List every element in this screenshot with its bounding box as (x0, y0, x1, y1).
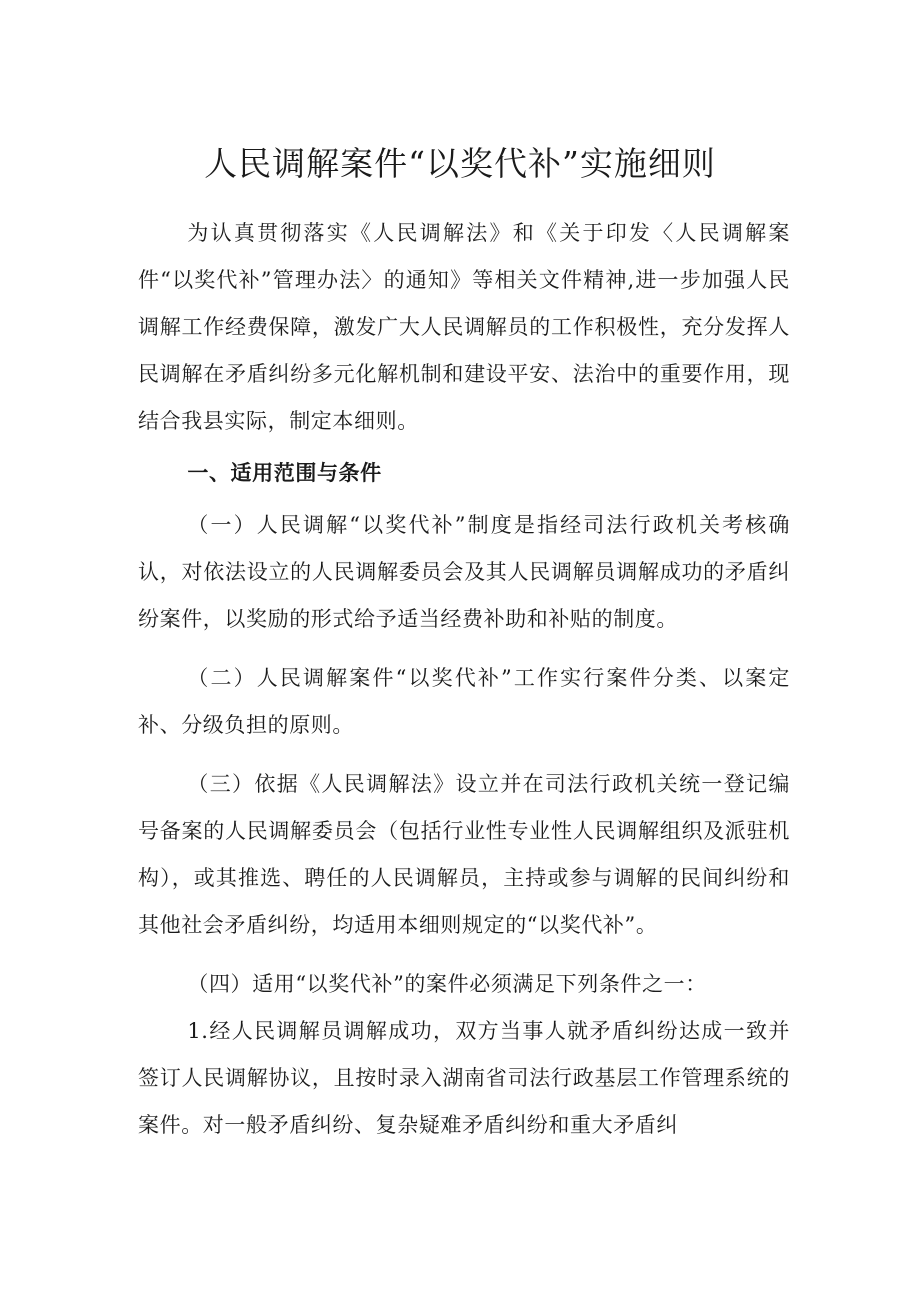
paragraph-item-4: （四）适用“以奖代补”的案件必须满足下列条件之一： (187, 972, 707, 996)
paragraph-item-3: （三）依据《人民调解法》设立并在司法行政机关统一登记编号备案的人民调解委员会（包括行业性专业性人民调解组织及派驻机构），或其推选、聘任的人民调解员，主持或参与调解的民间纠纷和其他社会矛盾纠纷，均适用本细则规定的“以奖代补”。 (138, 772, 790, 937)
document-title: 人民调解案件“以奖代补”实施细则 (204, 144, 716, 183)
paragraph-condition-1: 1.经人民调解员调解成功，双方当事人就矛盾纠纷达成一致并签订人民调解协议，且按时录入湖南省司法行政基层工作管理系统的案件。对一般矛盾纠纷、复杂疑难矛盾纠纷和重大矛盾纠 (138, 1019, 790, 1137)
document-body (138, 210, 790, 1149)
section-heading-scope: 一、适用范围与条件 (187, 461, 382, 485)
paragraph-preamble: 为认真贯彻落实《人民调解法》和《关于印发〈人民调解案件“以奖代补”管理办法〉的通知》等相关文件精神,进一步加强人民调解工作经费保障，激发广大人民调解员的工作积极性，充分发挥人民调解在矛盾纠纷多元化解机制和建设平安、法治中的重要作用，现结合我县实际，制定本细则。 (138, 221, 790, 433)
paragraph-item-2: （二）人民调解案件“以奖代补”工作实行案件分类、以案定补、分级负担的原则。 (138, 666, 790, 737)
paragraph-item-1: （一）人民调解“以奖代补”制度是指经司法行政机关考核确认，对依法设立的人民调解委员会及其人民调解员调解成功的矛盾纠纷案件，以奖励的形式给予适当经费补助和补贴的制度。 (138, 513, 790, 631)
